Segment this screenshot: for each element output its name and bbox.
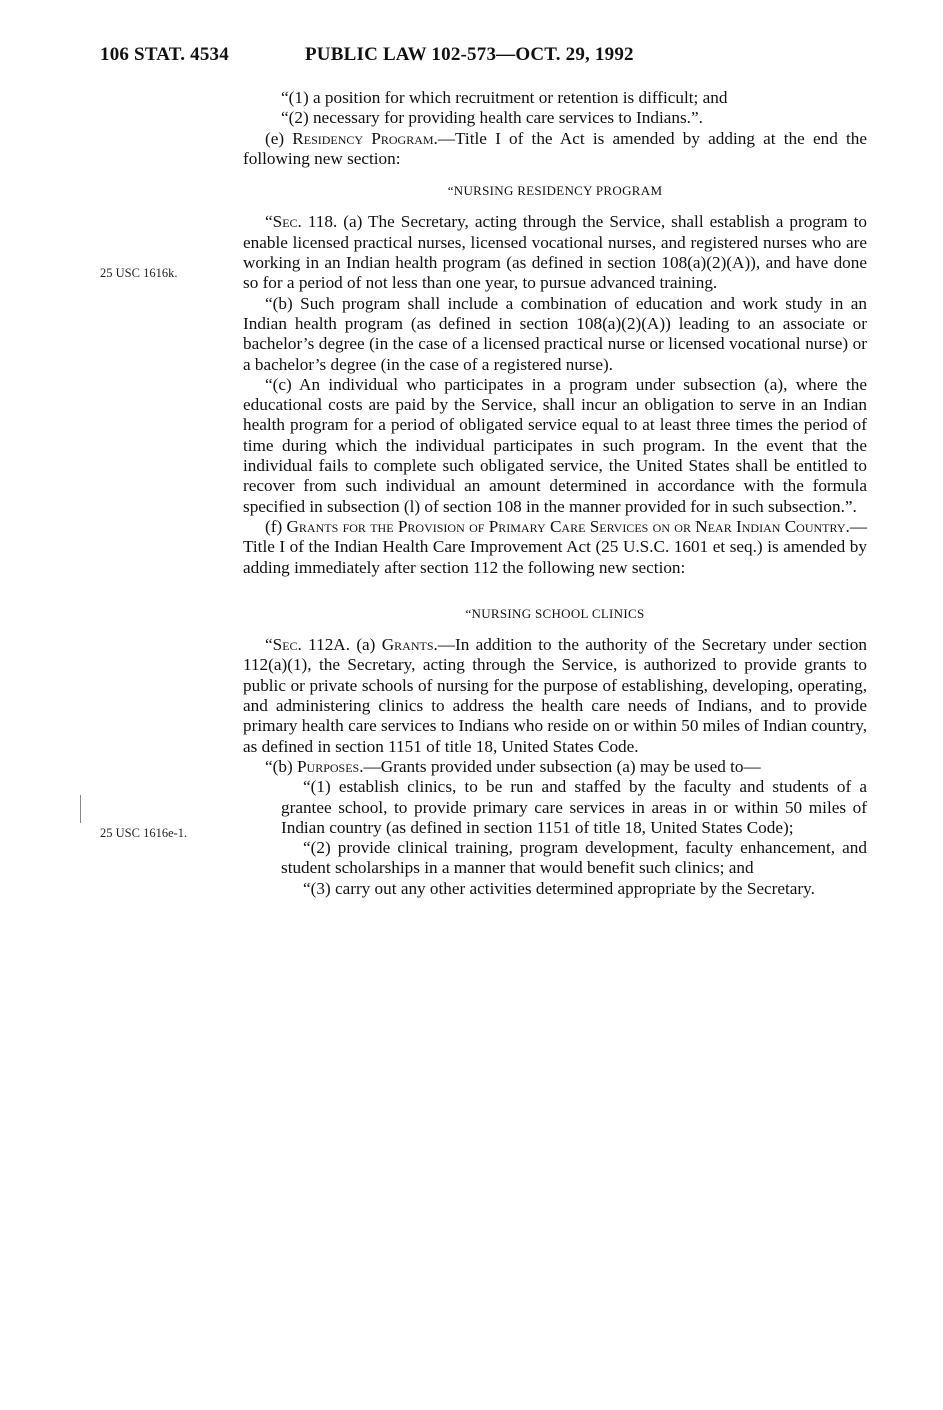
margin-rule [80,795,81,823]
paragraph-grants-primary-care [243,517,867,578]
subsection-caption: Grants [381,635,434,655]
subsection-caption: Residency Program [292,128,434,148]
paragraph-residency-program [243,129,867,170]
subsection-label: (f) [265,516,287,536]
margin-note-usc-1616e-1: 25 USC 1616e-1. [100,826,188,840]
subsection-label: “(b) [265,756,297,776]
subsection-text: .—Title I of the Indian Health Care Improvement Act (25 U.S.C. 1601 et seq.) is amended by adding immediately after section 112 the following new section: [243,516,867,577]
page-folio: 106 STAT. 4534 [100,44,229,65]
paragraph-recruitment: “(1) a position for which recruitment or retention is difficult; and [281,88,728,107]
paragraph-sec-112a-a [243,635,867,757]
section-label: “Sec. [265,635,302,655]
paragraph-necessary: “(2) necessary for providing health care services to Indians.”. [281,108,703,128]
section-heading-nursing-residency: “NURSING RESIDENCY PROGRAM [447,183,663,199]
paragraph-purpose-2: “(2) provide clinical training, program development, faculty enhancement, and student scholarships in a manner that would benefit such clinics; and [281,838,867,878]
subsection-text: .—Grants provided under subsection (a) may be used to— [359,756,761,776]
paragraph-purpose-3: “(3) carry out any other activities determined appropriate by the Secretary. [303,878,815,898]
paragraph-sec-118b: “(b) Such program shall include a combination of education and work study in an Indian health program (as defined in section 108(a)(2)(A)) leading to an associate or bachelor’s degree (in the case of a licensed practical nurse or licensed vocational nurse) or a bachelor’s degree (in the case of a registered nurse). [243,293,867,374]
section-heading-nursing-school-clinics: “NURSING SCHOOL CLINICS [465,605,645,621]
section-number: 112A. (a) [301,635,382,655]
section-text: .—In addition to the authority of the Secretary under section 112(a)(1), the Secretary, acting through the Service, is authorized to provide grants to public or private schools of nursing for the purpose of establishing, developing, operating, and administering clinics to address the health care needs of Indians, and to provide primary health care services to Indians who reside on or within 50 miles of Indian country, as defined in section 1151 of title 18, United States Code. [243,635,867,756]
paragraph-sec-118a [243,212,867,293]
section-label: “Sec. [265,212,302,232]
paragraph-sec-112a-b [243,757,867,777]
subsection-text: .—Title I of the Act is amended by adding at the end the following new section: [243,128,868,168]
subsection-caption: Purposes [296,756,360,776]
subsection-label: (e) [265,128,293,148]
law-title: PUBLIC LAW 102-573—OCT. 29, 1992 [305,44,634,65]
paragraph-sec-118c: “(c) An individual who participates in a program under subsection (a), where the educational costs are paid by the Service, shall incur an obligation to serve in an Indian health program for a period of obligated service equal to at least three times the period of time during which the individual participates in such program. In the event that the individual fails to complete such obligated service, the United States shall be entitled to recover from such individual an amount determined in accordance with the formula specified in subsection (l) of section 108 in the manner provided for in such subsection.”. [243,374,867,516]
document-body [243,88,867,899]
subsection-caption: Grants for the Provision of Primary Care Services on or Near Indian Country [286,516,846,536]
section-text: 118. (a) The Secretary, acting through the Service, shall establish a program to enable licensed practical nurses, licensed vocational nurses, and registered nurses who are working in an Indian health program (as defined in section 108(a)(2)(A)), and have done so for a period of not less than one year, to pursue advanced training. [243,212,867,293]
margin-note-usc-1616k: 25 USC 1616k. [100,266,178,280]
paragraph-purpose-1: “(1) establish clinics, to be run and staffed by the faculty and students of a grantee school, to provide primary care services in areas in or within 50 miles of Indian country (as defined in section 1151 of title 18, United States Code); [281,777,867,837]
